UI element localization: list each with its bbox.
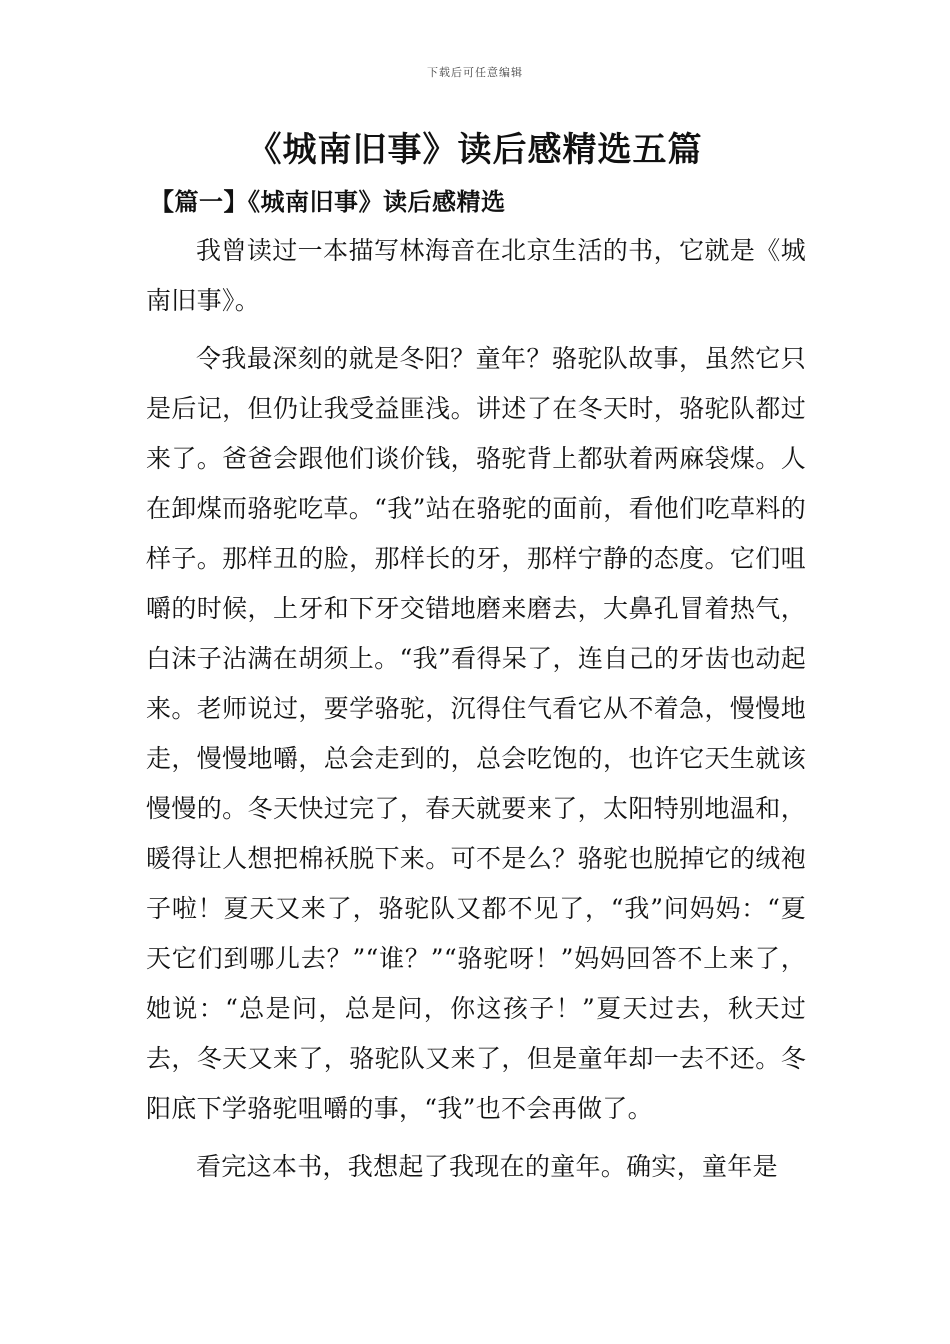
header-note: 下载后可任意编辑 — [427, 66, 523, 79]
paragraph: 看完这本书，我想起了我现在的童年。确实，童年是 — [196, 1152, 778, 1181]
section-heading: 【篇一】《城南旧事》读后感精选 — [150, 187, 506, 216]
document-body — [146, 226, 806, 1192]
paragraph: 我曾读过一本描写林海音在北京生活的书，它就是《城南旧事》。 — [146, 236, 806, 315]
document-title: 《城南旧事》读后感精选五篇 — [247, 130, 703, 170]
paragraph: 令我最深刻的就是冬阳？童年？骆驼队故事，虽然它只是后记，但仍让我受益匪浅。讲述了在冬天时，骆驼队都过来了。爸爸会跟他们谈价钱，骆驼背上都驮着两麻袋煤。人在卸煤而骆驼吃草。“我”站在骆驼的面前，看他们吃草料的样子。那样丑的脸，那样长的牙，那样宁静的态度。它们咀嚼的时候，上牙和下牙交错地磨来磨去，大鼻孔冒着热气，白沫子沾满在胡须上。“我”看得呆了，连自己的牙齿也动起来。老师说过，要学骆驼，沉得住气看它从不着急，慢慢地走，慢慢地嚼，总会走到的，总会吃饱的，也许它天生就该慢慢的。冬天快过完了，春天就要来了，太阳特别地温和，暖得让人想把棉袄脱下来。可不是么？骆驼也脱掉它的绒袍子啦！夏天又来了，骆驼队又都不见了，“我”问妈妈：“夏天它们到哪儿去？”“谁？”“骆驼呀！”妈妈回答不上来了，她说：“总是问，总是问，你这孩子！”夏天过去，秋天过去，冬天又来了，骆驼队又来了，但是童年却一去不还。冬阳底下学骆驼咀嚼的事，“我”也不会再做了。 — [146, 344, 806, 1123]
